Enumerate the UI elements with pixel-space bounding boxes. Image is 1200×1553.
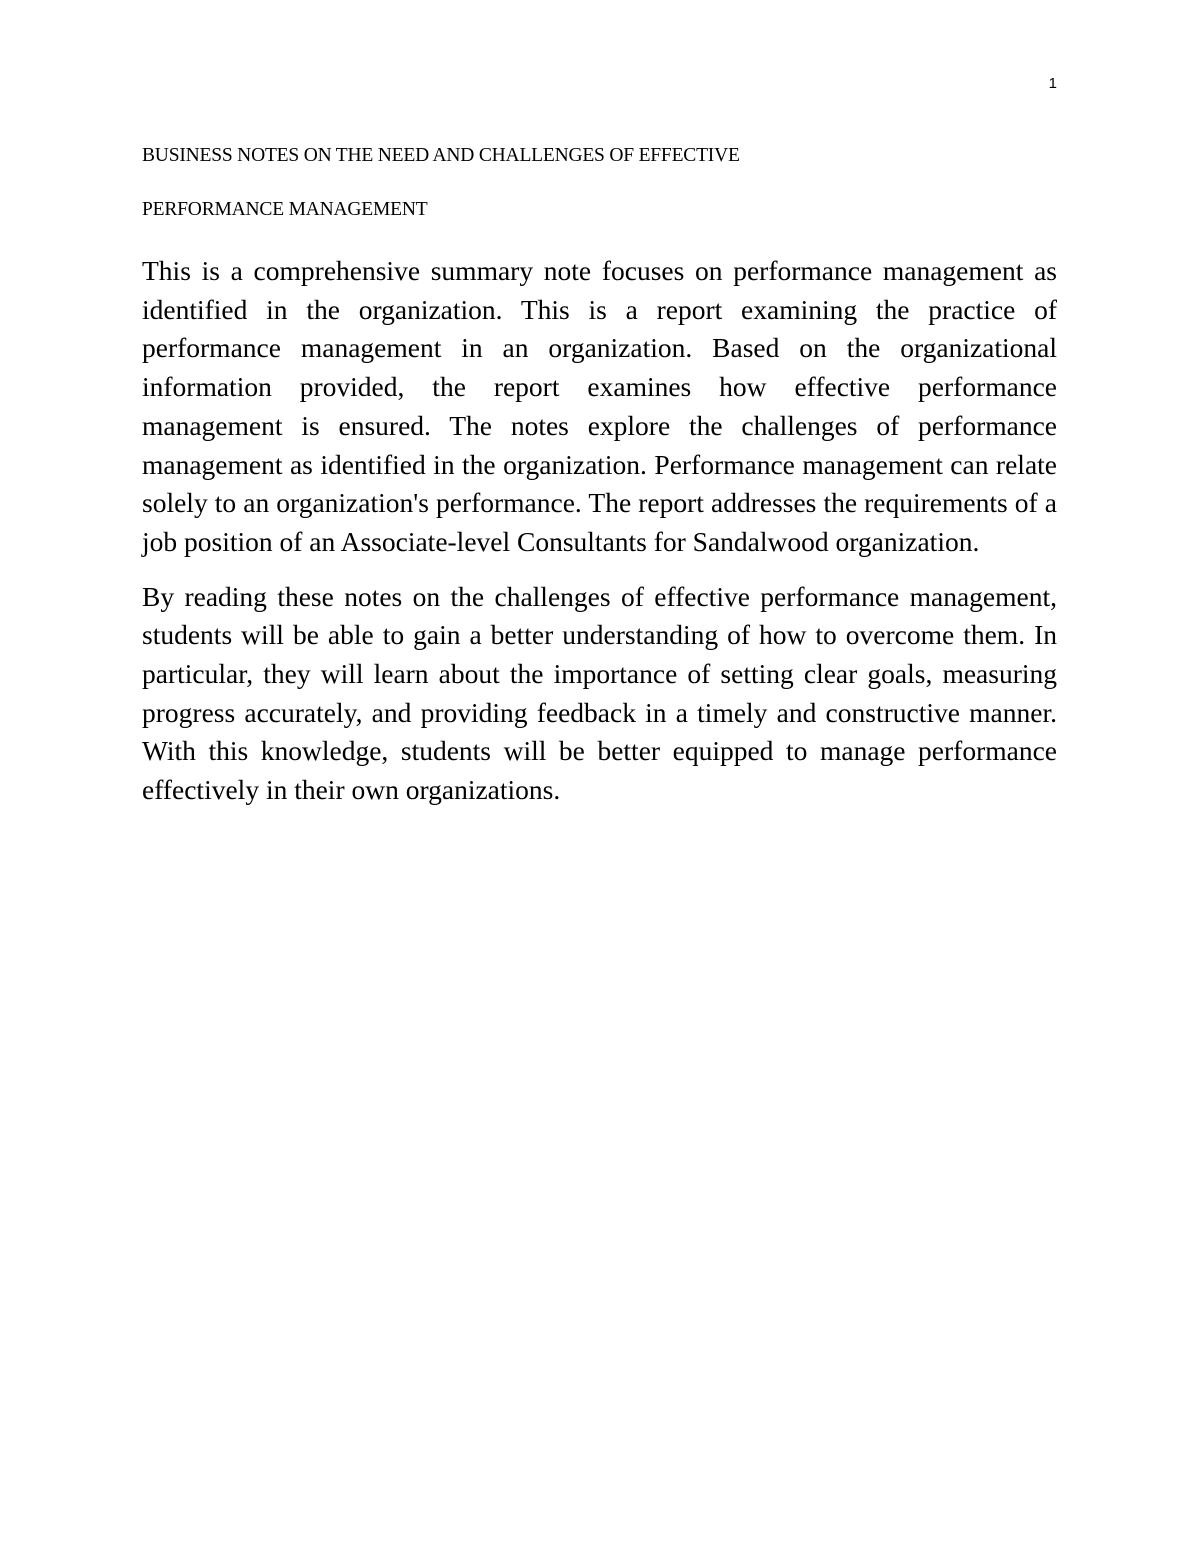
document-body — [142, 252, 1057, 810]
title-line-2: PERFORMANCE MANAGEMENT — [142, 199, 428, 220]
document-title — [142, 144, 1058, 222]
page-number: 1 — [1048, 75, 1057, 92]
body-paragraph-2: By reading these notes on the challenges of effective performance management, students will be able to gain a better understanding of how to overcome them. In particular, they will learn about the importance of setting clear goals, measuring progress accurately, and providing feedback in a timely and constructive manner. With this knowledge, students will be better equipped to manage performance effectively in their own organizations. — [142, 580, 1057, 806]
title-line-1: BUSINESS NOTES ON THE NEED AND CHALLENGES OF EFFECTIVE — [142, 145, 740, 166]
body-paragraph-1: This is a comprehensive summary note focuses on performance management as identified in the organization. This is a report examining the practice of performance management in an organization. Based on the organizational information provided, the report examines how effective performance management is ensured. The notes explore the challenges of performance management as identified in the organization. Performance management can relate solely to an organization's performance. The report addresses the requirements of a job position of an Associate-level Consultants for Sandalwood organization. — [142, 255, 1057, 557]
